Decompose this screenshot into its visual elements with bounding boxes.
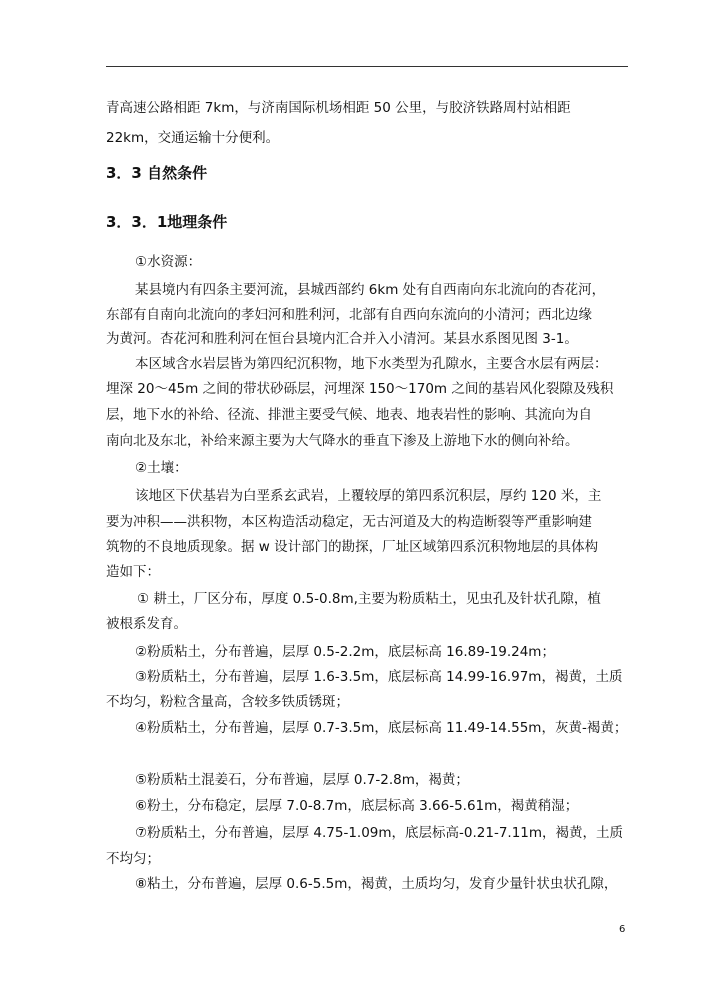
list-item-continuation: 不均匀，粉粒含量高，含较多铁质锈斑； <box>106 694 349 710</box>
body-line: 埋深 20～45m 之间的带状砂砾层，河埋深 150～170m 之间的基岩风化裂隙及残积 <box>106 381 614 397</box>
list-item: ⑧粘土，分布普遍，层厚 0.6-5.5m，褐黄，土质均匀，发育少量针状虫状孔隙， <box>135 876 618 892</box>
body-line: 为黄河。杏花河和胜利河在恒台县境内汇合并入小清河。某县水系图见图 3-1。 <box>106 331 578 347</box>
list-item: ⑦粉质粘土，分布普遍，层厚 4.75-1.09m，底层标高-0.21-7.11m，褐黄，土质 <box>135 825 624 841</box>
list-item-continuation: 不均匀； <box>106 851 160 867</box>
list-item: ④粉质粘土，分布普遍，层厚 0.7-3.5m，底层标高 11.49-14.55m，灰黄-褐黄； <box>135 720 628 736</box>
body-line: 某县境内有四条主要河流，县城西部约 6km 处有自西南向东北流向的杏花河， <box>135 282 606 298</box>
body-line: 要为冲积——洪积物，本区构造活动稳定，无古河道及大的构造断裂等严重影响建 <box>106 514 592 530</box>
page-number: 6 <box>619 924 626 935</box>
item-heading: ①水资源： <box>135 254 202 270</box>
list-item: ③粉质粘土，分布普遍，层厚 1.6-3.5m，底层标高 14.99-16.97m，褐黄，土质 <box>135 669 623 685</box>
body-line: 青高速公路相距 7km，与济南国际机场相距 50 公里，与胶济铁路周村站相距 <box>106 100 571 116</box>
list-item: ②粉质粘土，分布普遍，层厚 0.5-2.2m，底层标高 16.89-19.24m； <box>135 644 555 660</box>
body-line: 筑物的不良地质现象。据 w 设计部门的勘探，厂址区域第四系沉积物地层的具体构 <box>106 539 599 555</box>
body-line: 造如下： <box>106 564 160 580</box>
subsection-heading: 3．3．1地理条件 <box>106 213 228 231</box>
body-line: 南向北及东北，补给来源主要为大气降水的垂直下渗及上游地下水的侧向补给。 <box>106 433 579 449</box>
header-rule <box>106 66 628 67</box>
body-line: 东部有自南向北流向的孝妇河和胜利河，北部有自西向东流向的小清河；西北边缘 <box>106 307 592 323</box>
item-heading: ②土壤： <box>135 460 188 476</box>
list-item: ⑥粉土，分布稳定，层厚 7.0-8.7m，底层标高 3.66-5.61m，褐黄稍湿； <box>135 798 579 814</box>
body-line: 22km，交通运输十分便利。 <box>106 130 280 146</box>
list-item-continuation: 被根系发育。 <box>106 616 187 632</box>
body-line: 本区域含水岩层皆为第四纪沉积物，地下水类型为孔隙水，主要含水层有两层： <box>135 356 608 372</box>
body-line: 层，地下水的补给、径流、排泄主要受气候、地表、地表岩性的影响、其流向为自 <box>106 407 592 423</box>
list-item: ⑤粉质粘土混姜石，分布普遍，层厚 0.7-2.8m，褐黄； <box>135 772 469 788</box>
list-item: ① 耕土，厂区分布，厚度 0.5-0.8m,主要为粉质粘土，见虫孔及针状孔隙，植 <box>137 591 601 607</box>
section-heading: 3．3 自然条件 <box>106 164 208 182</box>
body-line: 该地区下伏基岩为白垩系玄武岩，上覆较厚的第四系沉积层，厚约 120 米，主 <box>135 488 602 504</box>
